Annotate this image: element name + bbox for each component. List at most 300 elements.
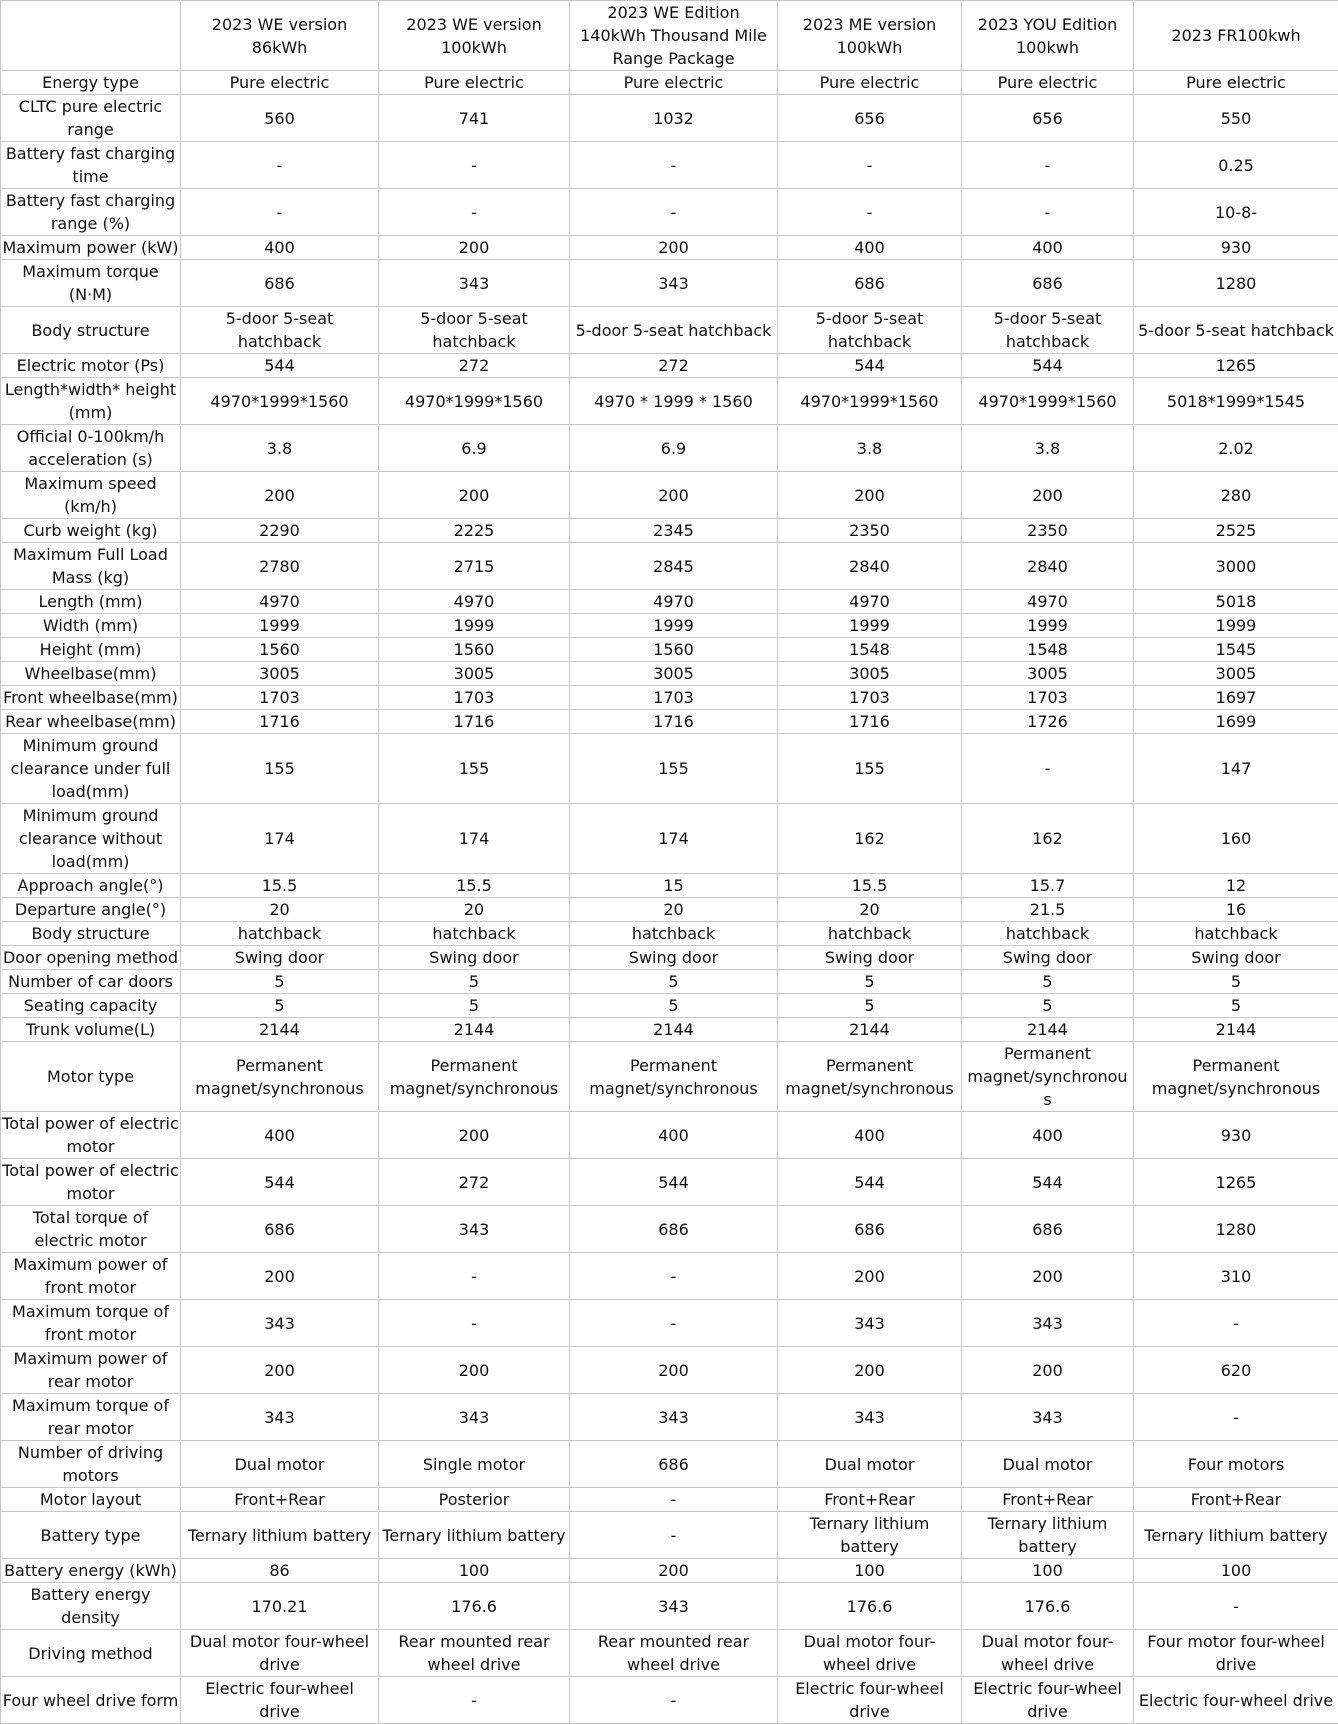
- table-cell: Swing door: [379, 946, 570, 970]
- table-row: [1, 425, 1338, 472]
- table-cell: 1697: [1134, 686, 1338, 710]
- table-row: [1, 614, 1338, 638]
- table-cell: 0.25: [1134, 142, 1338, 189]
- table-cell: 1703: [379, 686, 570, 710]
- table-cell: 1716: [379, 710, 570, 734]
- table-cell: 544: [181, 1159, 379, 1206]
- table-cell: 155: [778, 734, 962, 804]
- table-row: [1, 994, 1338, 1018]
- table-cell: Pure electric: [962, 71, 1134, 95]
- table-row: [1, 1677, 1338, 1724]
- table-cell: 3005: [962, 662, 1134, 686]
- table-cell: 560: [181, 95, 379, 142]
- table-cell: 1560: [379, 638, 570, 662]
- table-row: [1, 898, 1338, 922]
- row-label: Motor layout: [1, 1488, 181, 1512]
- row-label: Maximum speed (km/h): [1, 472, 181, 519]
- table-cell: 4970*1999*1560: [379, 378, 570, 425]
- table-cell: 5: [778, 970, 962, 994]
- row-label: Total power of electric motor: [1, 1112, 181, 1159]
- table-cell: Front+Rear: [778, 1488, 962, 1512]
- table-cell: Posterior: [379, 1488, 570, 1512]
- table-cell: -: [1134, 1300, 1338, 1347]
- row-label: Motor type: [1, 1042, 181, 1112]
- table-cell: 1548: [778, 638, 962, 662]
- table-cell: 5: [1134, 970, 1338, 994]
- column-header: 2023 YOU Edition 100kwh: [962, 1, 1134, 71]
- table-row: [1, 354, 1338, 378]
- table-row: [1, 874, 1338, 898]
- table-cell: 200: [570, 1347, 778, 1394]
- table-cell: Four motor four-wheel drive: [1134, 1630, 1338, 1677]
- table-cell: 20: [379, 898, 570, 922]
- table-cell: 6.9: [379, 425, 570, 472]
- table-cell: 1703: [181, 686, 379, 710]
- table-cell: 3000: [1134, 543, 1338, 590]
- table-row: [1, 1394, 1338, 1441]
- table-cell: 155: [379, 734, 570, 804]
- table-cell: 550: [1134, 95, 1338, 142]
- table-cell: 343: [570, 1583, 778, 1630]
- table-cell: 147: [1134, 734, 1338, 804]
- table-cell: -: [1134, 1583, 1338, 1630]
- table-cell: Dual motor: [962, 1441, 1134, 1488]
- row-label: Official 0-100km/h acceleration (s): [1, 425, 181, 472]
- table-cell: 343: [570, 260, 778, 307]
- table-cell: 2.02: [1134, 425, 1338, 472]
- table-cell: 174: [181, 804, 379, 874]
- row-label: Total torque of electric motor: [1, 1206, 181, 1253]
- table-cell: Pure electric: [181, 71, 379, 95]
- table-cell: Front+Rear: [962, 1488, 1134, 1512]
- table-row: [1, 189, 1338, 236]
- table-cell: 343: [379, 1206, 570, 1253]
- table-cell: Permanent magnet/synchronous: [778, 1042, 962, 1112]
- table-cell: Electric four-wheel drive: [181, 1677, 379, 1724]
- row-label: Battery energy density: [1, 1583, 181, 1630]
- table-cell: 343: [181, 1300, 379, 1347]
- table-row: [1, 260, 1338, 307]
- table-cell: 5018*1999*1545: [1134, 378, 1338, 425]
- table-cell: 200: [379, 1112, 570, 1159]
- table-cell: -: [570, 1300, 778, 1347]
- table-cell: -: [570, 189, 778, 236]
- table-cell: 1703: [570, 686, 778, 710]
- table-cell: 5: [570, 994, 778, 1018]
- row-label: CLTC pure electric range: [1, 95, 181, 142]
- table-row: [1, 662, 1338, 686]
- table-cell: 15.5: [181, 874, 379, 898]
- table-cell: Permanent magnet/synchronous: [1134, 1042, 1338, 1112]
- table-cell: Electric four-wheel drive: [1134, 1677, 1338, 1724]
- column-header: 2023 FR100kwh: [1134, 1, 1338, 71]
- table-cell: 200: [379, 236, 570, 260]
- table-cell: 400: [181, 1112, 379, 1159]
- table-cell: 1716: [570, 710, 778, 734]
- table-cell: hatchback: [962, 922, 1134, 946]
- table-row: [1, 1253, 1338, 1300]
- table-cell: 200: [570, 472, 778, 519]
- table-row: [1, 519, 1338, 543]
- table-cell: 4970*1999*1560: [778, 378, 962, 425]
- table-cell: 15: [570, 874, 778, 898]
- table-cell: -: [778, 189, 962, 236]
- table-cell: -: [570, 142, 778, 189]
- table-cell: 741: [379, 95, 570, 142]
- row-label: Width (mm): [1, 614, 181, 638]
- table-cell: 4970: [570, 590, 778, 614]
- table-cell: 6.9: [570, 425, 778, 472]
- table-cell: 280: [1134, 472, 1338, 519]
- table-cell: 544: [778, 354, 962, 378]
- table-cell: Front+Rear: [1134, 1488, 1338, 1512]
- table-cell: 174: [570, 804, 778, 874]
- row-label: Body structure: [1, 307, 181, 354]
- table-cell: hatchback: [1134, 922, 1338, 946]
- table-cell: 544: [962, 1159, 1134, 1206]
- table-cell: 15.5: [379, 874, 570, 898]
- table-cell: 272: [379, 1159, 570, 1206]
- table-row: [1, 1583, 1338, 1630]
- table-cell: 1265: [1134, 1159, 1338, 1206]
- table-cell: Four motors: [1134, 1441, 1338, 1488]
- table-cell: 5: [181, 970, 379, 994]
- table-cell: 200: [181, 472, 379, 519]
- table-cell: 155: [181, 734, 379, 804]
- table-cell: hatchback: [181, 922, 379, 946]
- table-cell: 686: [962, 260, 1134, 307]
- table-cell: 686: [181, 1206, 379, 1253]
- table-cell: Dual motor four-wheel drive: [962, 1630, 1134, 1677]
- table-cell: 2144: [778, 1018, 962, 1042]
- table-cell: 2345: [570, 519, 778, 543]
- table-cell: 1265: [1134, 354, 1338, 378]
- table-cell: 343: [379, 260, 570, 307]
- table-cell: 4970: [181, 590, 379, 614]
- table-row: [1, 638, 1338, 662]
- table-row: [1, 307, 1338, 354]
- table-cell: hatchback: [570, 922, 778, 946]
- table-cell: 1999: [570, 614, 778, 638]
- table-cell: 20: [570, 898, 778, 922]
- table-cell: 3.8: [181, 425, 379, 472]
- table-cell: 272: [570, 354, 778, 378]
- table-cell: 1699: [1134, 710, 1338, 734]
- table-cell: 5: [379, 970, 570, 994]
- table-cell: Ternary lithium battery: [778, 1512, 962, 1559]
- table-cell: 86: [181, 1559, 379, 1583]
- table-cell: 400: [962, 236, 1134, 260]
- row-label: Battery type: [1, 1512, 181, 1559]
- table-cell: 686: [962, 1206, 1134, 1253]
- table-cell: 544: [181, 354, 379, 378]
- table-cell: 200: [962, 1347, 1134, 1394]
- table-cell: 3.8: [778, 425, 962, 472]
- table-row: [1, 590, 1338, 614]
- table-row: [1, 1441, 1338, 1488]
- table-cell: 930: [1134, 1112, 1338, 1159]
- table-row: [1, 1206, 1338, 1253]
- table-cell: 5-door 5-seat hatchback: [778, 307, 962, 354]
- table-cell: 5: [1134, 994, 1338, 1018]
- table-cell: 343: [181, 1394, 379, 1441]
- table-cell: 400: [570, 1112, 778, 1159]
- row-label: Number of driving motors: [1, 1441, 181, 1488]
- table-row: [1, 1347, 1338, 1394]
- row-label: Curb weight (kg): [1, 519, 181, 543]
- table-cell: Pure electric: [379, 71, 570, 95]
- table-cell: 2840: [778, 543, 962, 590]
- table-cell: 5: [181, 994, 379, 1018]
- table-cell: 4970*1999*1560: [962, 378, 1134, 425]
- table-cell: 4970 * 1999 * 1560: [570, 378, 778, 425]
- table-row: [1, 946, 1338, 970]
- row-label: Minimum ground clearance under full load(mm): [1, 734, 181, 804]
- table-cell: 343: [962, 1394, 1134, 1441]
- row-label: Door opening method: [1, 946, 181, 970]
- table-row: [1, 922, 1338, 946]
- table-cell: -: [962, 142, 1134, 189]
- table-cell: 5: [962, 970, 1134, 994]
- table-cell: 3005: [181, 662, 379, 686]
- table-cell: 686: [778, 1206, 962, 1253]
- column-header: 2023 WE version 86kWh: [181, 1, 379, 71]
- row-label: Departure angle(°): [1, 898, 181, 922]
- table-cell: 12: [1134, 874, 1338, 898]
- table-cell: 544: [778, 1159, 962, 1206]
- table-cell: Dual motor four-wheel drive: [181, 1630, 379, 1677]
- table-cell: -: [570, 1253, 778, 1300]
- table-cell: Pure electric: [1134, 71, 1338, 95]
- row-label: Maximum torque of front motor: [1, 1300, 181, 1347]
- table-cell: 656: [778, 95, 962, 142]
- row-label: Wheelbase(mm): [1, 662, 181, 686]
- table-cell: Electric four-wheel drive: [778, 1677, 962, 1724]
- column-header: 2023 ME version 100kWh: [778, 1, 962, 71]
- table-cell: 200: [778, 1253, 962, 1300]
- table-cell: 200: [379, 472, 570, 519]
- row-label: Maximum power of rear motor: [1, 1347, 181, 1394]
- table-row: [1, 1488, 1338, 1512]
- table-cell: Swing door: [962, 946, 1134, 970]
- table-cell: 1560: [181, 638, 379, 662]
- table-cell: -: [570, 1512, 778, 1559]
- table-cell: Ternary lithium battery: [962, 1512, 1134, 1559]
- row-label: Seating capacity: [1, 994, 181, 1018]
- table-cell: Rear mounted rear wheel drive: [570, 1630, 778, 1677]
- row-label: Length*width* height (mm): [1, 378, 181, 425]
- table-cell: Dual motor: [778, 1441, 962, 1488]
- row-label: Front wheelbase(mm): [1, 686, 181, 710]
- table-cell: 5-door 5-seat hatchback: [379, 307, 570, 354]
- table-cell: 3005: [1134, 662, 1338, 686]
- row-label: Four wheel drive form: [1, 1677, 181, 1724]
- table-cell: 3005: [379, 662, 570, 686]
- table-cell: Ternary lithium battery: [379, 1512, 570, 1559]
- table-cell: Permanent magnet/synchronous: [181, 1042, 379, 1112]
- row-label: Electric motor (Ps): [1, 354, 181, 378]
- table-cell: 5: [379, 994, 570, 1018]
- table-cell: -: [181, 142, 379, 189]
- table-cell: Permanent magnet/synchronous: [962, 1042, 1134, 1112]
- table-row: [1, 1018, 1338, 1042]
- row-label: Maximum power of front motor: [1, 1253, 181, 1300]
- table-cell: 343: [778, 1300, 962, 1347]
- table-row: [1, 543, 1338, 590]
- table-cell: 2840: [962, 543, 1134, 590]
- table-cell: 5-door 5-seat hatchback: [570, 307, 778, 354]
- table-cell: -: [379, 142, 570, 189]
- table-row: [1, 95, 1338, 142]
- table-cell: 155: [570, 734, 778, 804]
- table-cell: 2144: [181, 1018, 379, 1042]
- table-cell: 176.6: [379, 1583, 570, 1630]
- table-cell: 3.8: [962, 425, 1134, 472]
- table-cell: 16: [1134, 898, 1338, 922]
- table-cell: 1548: [962, 638, 1134, 662]
- table-cell: 100: [1134, 1559, 1338, 1583]
- table-cell: 656: [962, 95, 1134, 142]
- table-cell: 400: [778, 236, 962, 260]
- table-cell: 686: [181, 260, 379, 307]
- table-cell: 5: [778, 994, 962, 1018]
- row-label: Minimum ground clearance without load(mm): [1, 804, 181, 874]
- table-cell: 1545: [1134, 638, 1338, 662]
- table-cell: 162: [778, 804, 962, 874]
- table-cell: 343: [379, 1394, 570, 1441]
- table-cell: 272: [379, 354, 570, 378]
- table-cell: 5-door 5-seat hatchback: [181, 307, 379, 354]
- row-label: Maximum torque of rear motor: [1, 1394, 181, 1441]
- table-cell: hatchback: [379, 922, 570, 946]
- table-cell: 3005: [570, 662, 778, 686]
- table-cell: 2845: [570, 543, 778, 590]
- table-cell: -: [778, 142, 962, 189]
- table-row: [1, 1042, 1338, 1112]
- table-row: [1, 1112, 1338, 1159]
- table-cell: 544: [962, 354, 1134, 378]
- table-cell: 4970: [962, 590, 1134, 614]
- table-cell: 343: [570, 1394, 778, 1441]
- table-cell: 2290: [181, 519, 379, 543]
- row-label: Rear wheelbase(mm): [1, 710, 181, 734]
- table-cell: 2144: [379, 1018, 570, 1042]
- table-cell: 170.21: [181, 1583, 379, 1630]
- table-cell: 1280: [1134, 1206, 1338, 1253]
- table-cell: 2525: [1134, 519, 1338, 543]
- table-cell: -: [379, 1300, 570, 1347]
- table-cell: 2350: [778, 519, 962, 543]
- table-cell: -: [181, 189, 379, 236]
- row-label: Battery fast charging time: [1, 142, 181, 189]
- table-cell: 174: [379, 804, 570, 874]
- table-cell: hatchback: [778, 922, 962, 946]
- row-label: Maximum power (kW): [1, 236, 181, 260]
- table-cell: Swing door: [778, 946, 962, 970]
- table-cell: 176.6: [962, 1583, 1134, 1630]
- table-cell: Permanent magnet/synchronous: [570, 1042, 778, 1112]
- column-header: 2023 WE Edition 140kWh Thousand Mile Range Package: [570, 1, 778, 71]
- table-cell: -: [379, 1677, 570, 1724]
- table-cell: Dual motor four-wheel drive: [778, 1630, 962, 1677]
- table-cell: Ternary lithium battery: [181, 1512, 379, 1559]
- table-cell: 620: [1134, 1347, 1338, 1394]
- table-cell: 2715: [379, 543, 570, 590]
- table-row: [1, 970, 1338, 994]
- table-cell: 200: [379, 1347, 570, 1394]
- table-cell: 10-8-: [1134, 189, 1338, 236]
- table-cell: 176.6: [778, 1583, 962, 1630]
- table-cell: 4970*1999*1560: [181, 378, 379, 425]
- row-label: Number of car doors: [1, 970, 181, 994]
- table-cell: 162: [962, 804, 1134, 874]
- table-cell: 200: [181, 1347, 379, 1394]
- table-cell: 2780: [181, 543, 379, 590]
- table-cell: 200: [570, 236, 778, 260]
- table-row: [1, 1159, 1338, 1206]
- table-row: [1, 71, 1338, 95]
- row-label: Energy type: [1, 71, 181, 95]
- table-cell: 544: [570, 1159, 778, 1206]
- table-cell: Rear mounted rear wheel drive: [379, 1630, 570, 1677]
- table-row: [1, 804, 1338, 874]
- table-cell: 1716: [181, 710, 379, 734]
- row-label: Body structure: [1, 922, 181, 946]
- table-cell: 1032: [570, 95, 778, 142]
- table-cell: 400: [181, 236, 379, 260]
- table-cell: 686: [570, 1206, 778, 1253]
- table-cell: 343: [778, 1394, 962, 1441]
- table-cell: 2144: [570, 1018, 778, 1042]
- table-cell: Pure electric: [570, 71, 778, 95]
- table-row: [1, 1300, 1338, 1347]
- table-row: [1, 710, 1338, 734]
- table-cell: 200: [570, 1559, 778, 1583]
- table-cell: 200: [962, 1253, 1134, 1300]
- table-row: [1, 236, 1338, 260]
- table-row: [1, 1630, 1338, 1677]
- table-cell: 200: [778, 1347, 962, 1394]
- table-cell: 1560: [570, 638, 778, 662]
- table-cell: -: [1134, 1394, 1338, 1441]
- column-header: 2023 WE version 100kWh: [379, 1, 570, 71]
- table-cell: 2225: [379, 519, 570, 543]
- table-cell: Ternary lithium battery: [1134, 1512, 1338, 1559]
- table-cell: -: [379, 189, 570, 236]
- table-cell: 686: [570, 1441, 778, 1488]
- table-row: [1, 142, 1338, 189]
- row-label: Trunk volume(L): [1, 1018, 181, 1042]
- table-cell: 1999: [181, 614, 379, 638]
- row-label: Battery fast charging range (%): [1, 189, 181, 236]
- table-cell: Single motor: [379, 1441, 570, 1488]
- table-cell: Swing door: [570, 946, 778, 970]
- table-cell: 5-door 5-seat hatchback: [1134, 307, 1338, 354]
- table-cell: 100: [962, 1559, 1134, 1583]
- table-cell: 1999: [1134, 614, 1338, 638]
- table-cell: Swing door: [181, 946, 379, 970]
- header-row: [1, 1, 1338, 71]
- table-cell: 2350: [962, 519, 1134, 543]
- table-cell: 200: [962, 472, 1134, 519]
- table-cell: 21.5: [962, 898, 1134, 922]
- header-corner-cell: [1, 1, 181, 71]
- row-label: Height (mm): [1, 638, 181, 662]
- table-cell: 1716: [778, 710, 962, 734]
- table-cell: 1703: [778, 686, 962, 710]
- table-cell: 3005: [778, 662, 962, 686]
- table-cell: 400: [778, 1112, 962, 1159]
